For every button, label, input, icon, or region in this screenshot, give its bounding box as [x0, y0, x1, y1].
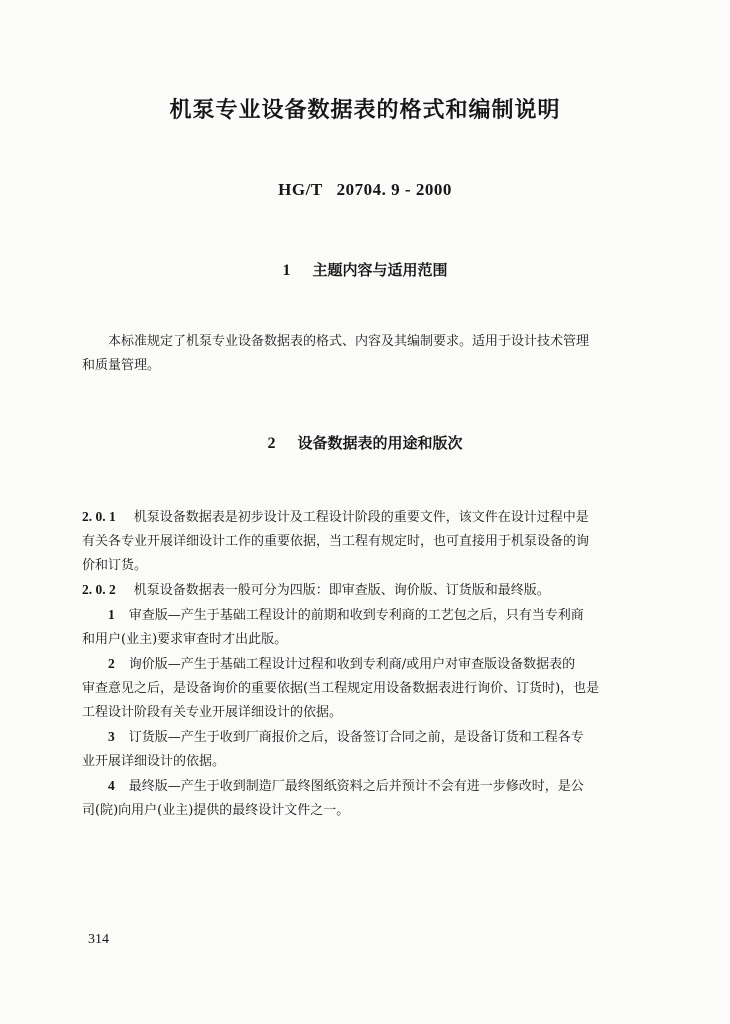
list-item-3 — [82, 725, 648, 750]
text-line: 工程设计阶段有关专业开展详细设计的依据。 — [82, 705, 343, 720]
item-number: 3 — [108, 729, 115, 744]
clause-202-line — [82, 578, 648, 603]
section-2-heading — [0, 432, 730, 453]
item-number: 1 — [108, 607, 115, 622]
clause-text: 机泵设备数据表一般可分为四版：即审查版、询价版、订货版和最终版。 — [133, 583, 550, 598]
text-line: 和质量管理。 — [82, 358, 161, 373]
clause-number: 2. 0. 2 — [82, 582, 116, 597]
text-line: 和用户(业主)要求审查时才出此版。 — [82, 632, 288, 647]
list-item-4 — [82, 774, 648, 799]
standard-prefix: HG/T — [278, 180, 323, 199]
clause-number: 2. 0. 1 — [82, 509, 116, 524]
section-2-body — [82, 505, 648, 823]
text-line: 审查意见之后，是设备询价的重要依据(当工程规定用设备数据表进行询价、订货时)，也是 — [82, 681, 600, 696]
page-number: 314 — [88, 932, 109, 947]
item-number: 2 — [108, 656, 115, 671]
text-line: 业开展详细设计的依据。 — [82, 754, 226, 769]
item-text: 订货版—产生于收到厂商报价之后，设备签订合同之前，是设备订货和工程各专 — [128, 730, 584, 745]
item-text: 审查版—产生于基础工程设计的前期和收到专利商的工艺包之后，只有当专利商 — [128, 608, 584, 623]
page-title: 机泵专业设备数据表的格式和编制说明 — [169, 98, 561, 123]
standard-number: 20704. 9 - 2000 — [336, 180, 452, 199]
list-item-1 — [82, 603, 648, 628]
section-title: 设备数据表的用途和版次 — [297, 434, 463, 452]
clause-201-line — [82, 505, 648, 530]
item-number: 4 — [108, 778, 115, 793]
list-item-2 — [82, 652, 648, 677]
section-1-heading — [0, 259, 730, 280]
text-line: 有关各专业开展详细设计工作的重要依据，当工程有规定时，也可直接用于机泵设备的询 — [82, 534, 590, 549]
item-text: 最终版—产生于收到制造厂最终图纸资料之后并预计不会有进一步修改时，是公 — [128, 779, 584, 794]
standard-code — [0, 180, 730, 200]
section-title: 主题内容与适用范围 — [312, 261, 448, 279]
text-line: 司(院)向用户(业主)提供的最终设计文件之一。 — [82, 803, 350, 818]
section-1-body — [82, 330, 648, 378]
section-number: 1 — [282, 262, 291, 279]
text-line: 价和订货。 — [82, 558, 148, 573]
item-text: 询价版—产生于基础工程设计过程和收到专利商/或用户对审查版设备数据表的 — [128, 657, 576, 672]
section-number: 2 — [267, 435, 276, 452]
clause-text: 机泵设备数据表是初步设计及工程设计阶段的重要文件，该文件在设计过程中是 — [133, 510, 589, 525]
text-line: 本标准规定了机泵专业设备数据表的格式、内容及其编制要求。适用于设计技术管理 — [108, 334, 590, 349]
